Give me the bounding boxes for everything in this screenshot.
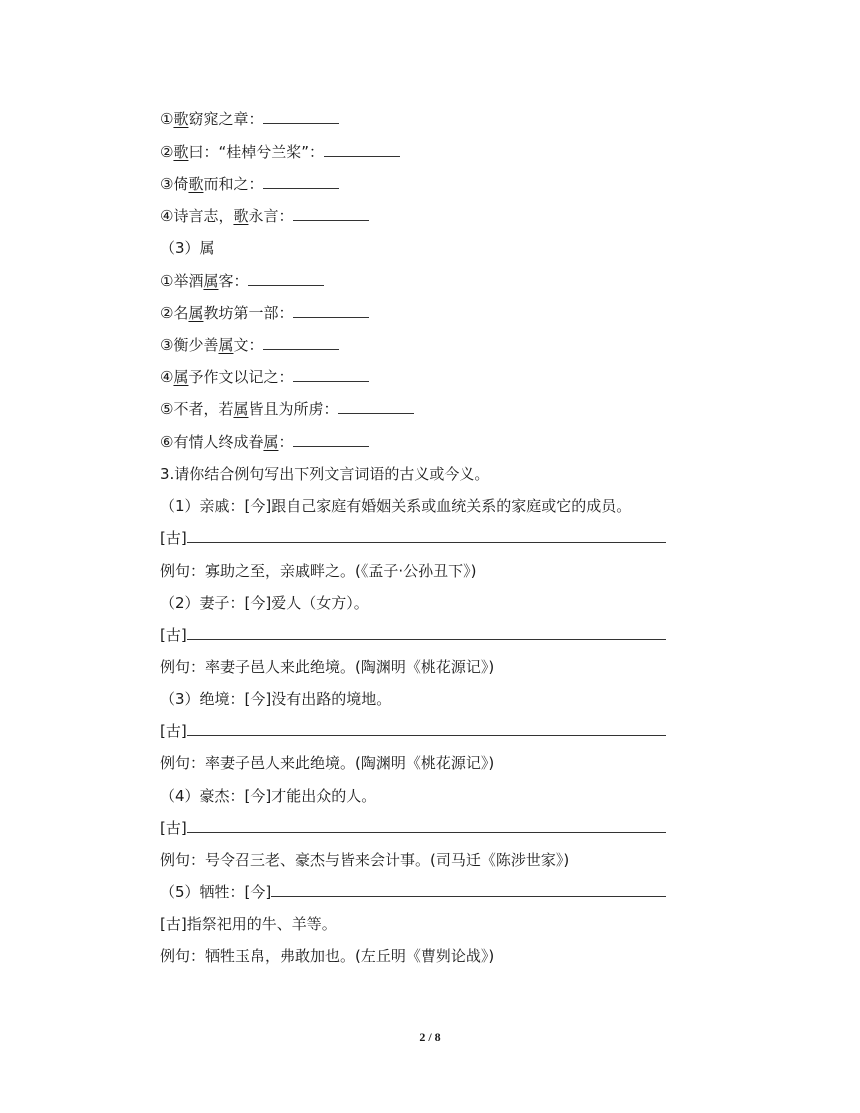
line-text: 永言： bbox=[248, 207, 294, 225]
line-text: 曰：“桂棹兮兰桨”： bbox=[188, 143, 325, 161]
text-line bbox=[160, 688, 391, 710]
answer-blank[interactable] bbox=[263, 109, 339, 124]
answer-blank[interactable] bbox=[187, 528, 666, 543]
line-text: 教坊第一部： bbox=[203, 304, 294, 322]
text-line bbox=[160, 720, 666, 742]
text-line bbox=[160, 431, 369, 453]
underlined-keyword: 属 bbox=[203, 272, 219, 290]
line-text: （5）牺牲：[今] bbox=[160, 883, 272, 901]
line-text: ③倚 bbox=[160, 175, 189, 193]
line-text: （4）豪杰：[今]才能出众的人。 bbox=[160, 787, 377, 805]
line-text: 例句：率妻子邑人来此绝境。(陶渊明《桃花源记》) bbox=[160, 754, 495, 772]
text-line bbox=[160, 752, 494, 774]
text-line bbox=[160, 495, 631, 517]
line-text: 而和之： bbox=[203, 175, 264, 193]
underlined-keyword: 歌 bbox=[188, 175, 204, 193]
answer-blank[interactable] bbox=[263, 174, 339, 189]
line-text: （2）妻子：[今]爱人（女方）。 bbox=[160, 594, 369, 612]
text-line bbox=[160, 817, 666, 839]
answer-blank[interactable] bbox=[293, 303, 369, 318]
line-text: ②名 bbox=[160, 304, 189, 322]
text-line bbox=[160, 237, 215, 259]
line-text: 例句：牺牲玉帛，弗敢加也。(左丘明《曹刿论战》) bbox=[160, 947, 495, 965]
line-text: [古] bbox=[160, 529, 187, 547]
underlined-keyword: 属 bbox=[218, 336, 234, 354]
text-line bbox=[160, 785, 376, 807]
underlined-keyword: 属 bbox=[233, 400, 249, 418]
line-text: （1）亲戚：[今]跟自己家庭有婚姻关系或血统关系的家庭或它的成员。 bbox=[160, 497, 632, 515]
line-text: 客： bbox=[218, 272, 249, 290]
line-text: [古] bbox=[160, 626, 187, 644]
line-text: ⑥有情人终成眷 bbox=[160, 433, 264, 451]
text-line bbox=[160, 945, 494, 967]
underlined-keyword: 歌 bbox=[233, 207, 249, 225]
line-text: 例句：号令召三老、豪杰与皆来会计事。(司马迁《陈涉世家》) bbox=[160, 851, 570, 869]
answer-blank[interactable] bbox=[187, 625, 666, 640]
answer-blank[interactable] bbox=[293, 206, 369, 221]
line-text: ⑤不者，若 bbox=[160, 400, 234, 418]
text-line bbox=[160, 881, 666, 903]
line-text: ① bbox=[160, 110, 174, 128]
answer-blank[interactable] bbox=[293, 367, 369, 382]
line-text: [古] bbox=[160, 722, 187, 740]
answer-blank[interactable] bbox=[187, 721, 666, 736]
underlined-keyword: 属 bbox=[263, 433, 279, 451]
underlined-keyword: 属 bbox=[188, 304, 204, 322]
text-line bbox=[160, 592, 369, 614]
text-line bbox=[160, 334, 339, 356]
line-text: 窈窕之章： bbox=[188, 110, 264, 128]
line-text: [古]指祭祀用的牛、羊等。 bbox=[160, 915, 337, 933]
text-line bbox=[160, 849, 569, 871]
line-text: ② bbox=[160, 143, 174, 161]
line-text: ④诗言志， bbox=[160, 207, 234, 225]
line-text: [古] bbox=[160, 819, 187, 837]
text-line bbox=[160, 527, 666, 549]
line-text: 皆且为所虏： bbox=[248, 400, 339, 418]
text-line bbox=[160, 205, 369, 227]
line-text: ①举酒 bbox=[160, 272, 204, 290]
line-text: 例句：寡助之至，亲戚畔之。(《孟子·公孙丑下》) bbox=[160, 562, 477, 580]
line-text: 文： bbox=[233, 336, 264, 354]
line-text: ： bbox=[278, 433, 294, 451]
line-text: （3）属 bbox=[160, 239, 215, 257]
line-text: 予作文以记之： bbox=[188, 368, 294, 386]
answer-blank[interactable] bbox=[271, 882, 666, 897]
page-number: 2 / 8 bbox=[419, 1030, 441, 1044]
line-text: ③衡少善 bbox=[160, 336, 219, 354]
text-line bbox=[160, 463, 489, 485]
line-text: 例句：率妻子邑人来此绝境。(陶渊明《桃花源记》) bbox=[160, 658, 495, 676]
answer-blank[interactable] bbox=[338, 399, 414, 414]
answer-blank[interactable] bbox=[293, 432, 369, 447]
underlined-keyword: 歌 bbox=[173, 110, 189, 128]
underlined-keyword: 属 bbox=[173, 368, 189, 386]
text-line bbox=[160, 624, 666, 646]
text-line bbox=[160, 173, 339, 195]
line-text: 3.请你结合例句写出下列文言词语的古义或今义。 bbox=[160, 465, 490, 483]
text-line bbox=[160, 656, 494, 678]
text-line bbox=[160, 302, 369, 324]
underlined-keyword: 歌 bbox=[173, 143, 189, 161]
line-text: （3）绝境：[今]没有出路的境地。 bbox=[160, 690, 392, 708]
text-line bbox=[160, 560, 476, 582]
answer-blank[interactable] bbox=[263, 335, 339, 350]
line-text: ④ bbox=[160, 368, 174, 386]
answer-blank[interactable] bbox=[248, 271, 324, 286]
text-line bbox=[160, 366, 369, 388]
text-line bbox=[160, 141, 400, 163]
text-line bbox=[160, 398, 414, 420]
answer-blank[interactable] bbox=[187, 818, 666, 833]
text-line bbox=[160, 913, 337, 935]
answer-blank[interactable] bbox=[324, 142, 400, 157]
text-line bbox=[160, 108, 339, 130]
text-line bbox=[160, 270, 324, 292]
